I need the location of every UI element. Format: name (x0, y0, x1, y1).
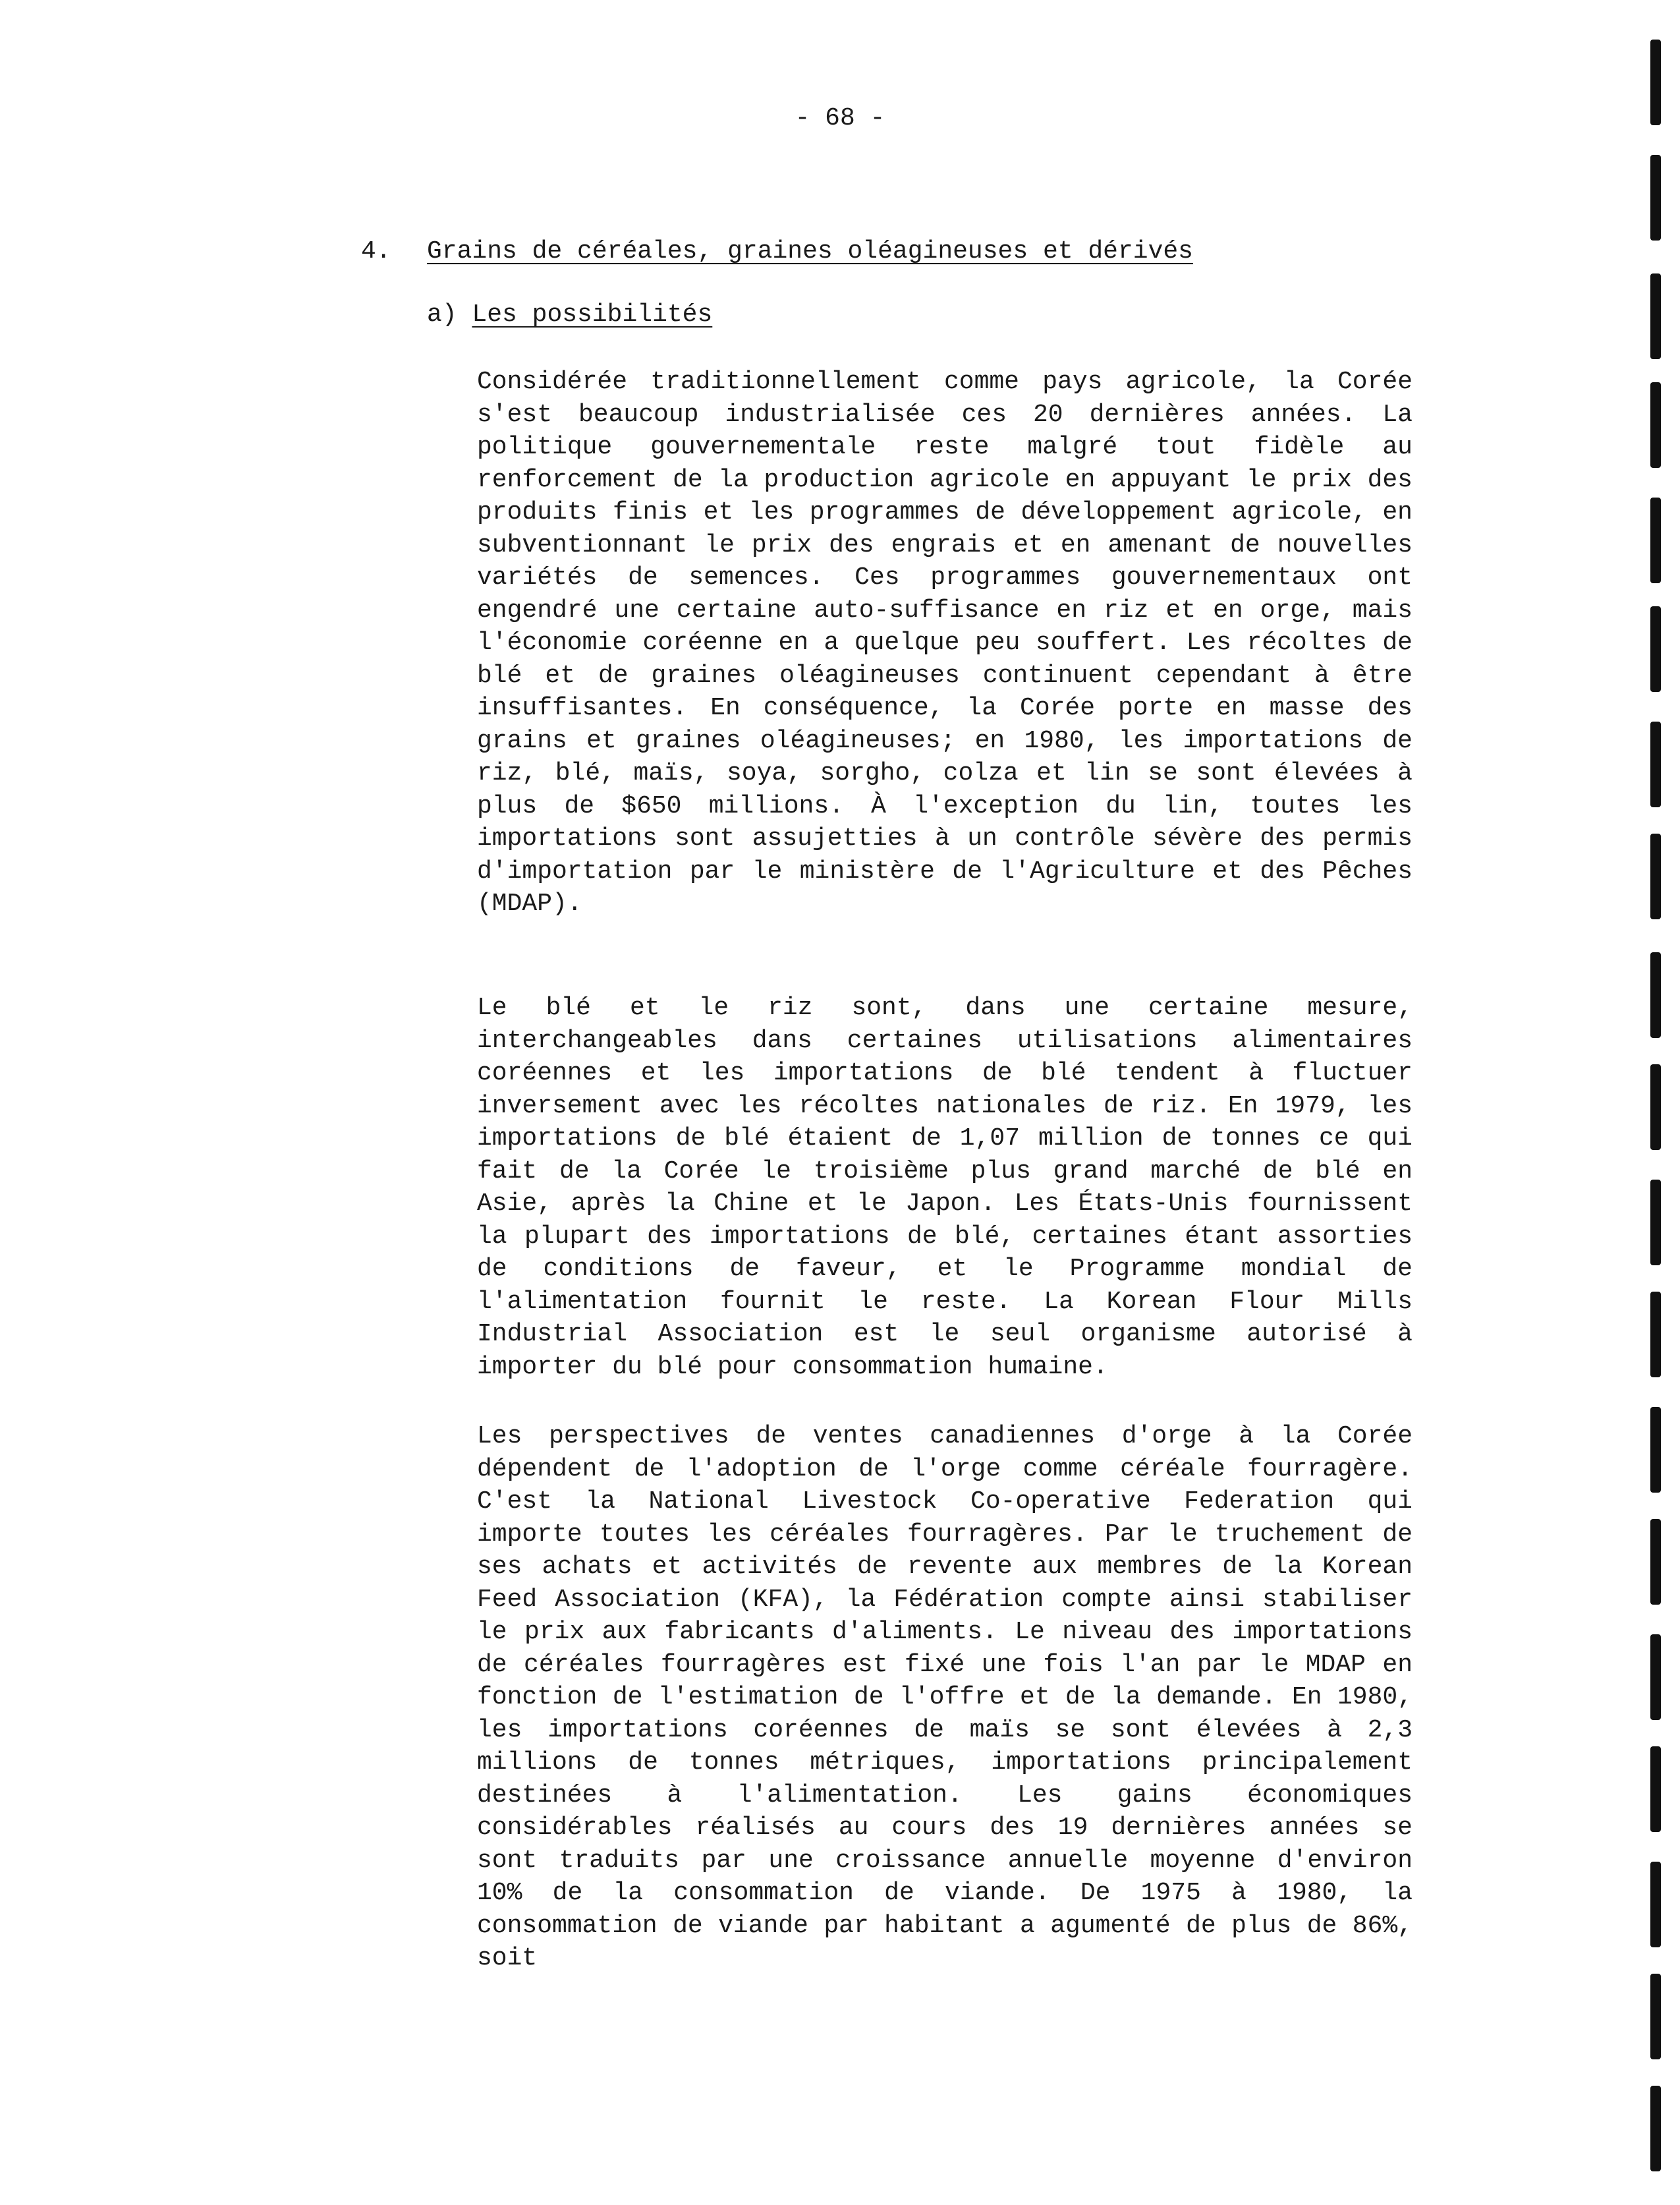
subsection-letter: a) (427, 301, 457, 329)
edge-mark (1650, 1519, 1661, 1605)
edge-mark (1650, 606, 1661, 692)
section-number: 4. (361, 237, 391, 266)
edge-mark (1650, 40, 1661, 125)
edge-mark (1650, 722, 1661, 807)
paragraph-2: Le blé et le riz sont, dans une certaine mesure, interchangeables dans certaines utilisations alimentaires coréennes et les importations de blé tendent à fluctuer inversement avec les récoltes nationales de riz. En 1979, les importations de blé étaient de 1,07 million de tonnes ce qui fait de la Corée le troisième plus grand marché de blé en Asie, après la Chine et le Japon. Les États-Unis fournissent la plupart des importations de blé, certaines étant assorties de conditions de faveur, et le Programme mondial de l'alimentation fournit le reste. La Korean Flour Mills Industrial Association est le seul organisme autorisé à importer du blé pour consommation humaine. (477, 994, 1413, 1381)
page-number: - 68 - (795, 104, 885, 132)
edge-mark (1650, 273, 1661, 359)
edge-mark (1650, 1746, 1661, 1832)
edge-mark (1650, 1974, 1661, 2059)
edge-mark (1650, 1180, 1661, 1265)
edge-mark (1650, 382, 1661, 468)
edge-mark (1650, 834, 1661, 919)
edge-mark (1650, 1064, 1661, 1150)
edge-mark (1650, 1407, 1661, 1493)
edge-mark (1650, 1634, 1661, 1720)
paragraph-1: Considérée traditionnellement comme pays agricole, la Corée s'est beaucoup industrialisée ces 20 dernières années. La politique gouvernementale reste malgré tout fidèle au renforcement de la production agricole en appuyant le prix des produits finis et les programmes de développement agricole, en subventionnant le prix des engrais et en amenant de nouvelles variétés de semences. Ces programmes gouvernementaux ont engendré une certaine auto-suffisance en riz et en orge, mais l'économie coréenne en a quelque peu souffert. Les récoltes de blé et de graines oléagineuses continuent cependant à être insuffisantes. En conséquence, la Corée porte en masse des grains et graines oléagineuses; en 1980, les importations de riz, blé, maïs, soya, sorgho, colza et lin se sont élevées à plus de $650 millions. À l'exception du lin, toutes les importations sont assujetties à un contrôle sévère des permis d'importation par le ministère de l'Agriculture et des Pêches (MDAP). (477, 368, 1413, 918)
subsection-title: Les possibilités (472, 301, 713, 329)
section-heading (361, 237, 1193, 266)
binding-edge-marks (1614, 0, 1680, 2205)
edge-mark (1650, 1862, 1661, 1947)
edge-mark (1650, 498, 1661, 583)
edge-mark (1650, 1292, 1661, 1377)
paragraph-3: Les perspectives de ventes canadiennes d'orge à la Corée dépendent de l'adoption de l'orge comme céréale fourragère. C'est la National Livestock Co-operative Federation qui importe toutes les céréales fourragères. Par le truchement de ses achats et activités de revente aux membres de la Korean Feed Association (KFA), la Fédération compte ainsi stabiliser le prix aux fabricants d'aliments. Le niveau des importations de céréales fourragères est fixé une fois l'an par le MDAP en fonction de l'estimation de l'offre et de la demande. En 1980, les importations coréennes de maïs se sont élevées à 2,3 millions de tonnes métriques, importations principalement destinées à l'alimentation. Les gains économiques considérables réalisés au cours des 19 dernières années se sont traduits par une croissance annuelle moyenne d'environ 10% de la consommation de viande. De 1975 à 1980, la consommation de viande par habitant a agumenté de plus de 86%, soit (477, 1422, 1413, 1972)
edge-mark (1650, 952, 1661, 1038)
section-title: Grains de céréales, graines oléagineuses et dérivés (427, 237, 1193, 266)
subsection-heading (427, 301, 712, 329)
edge-mark (1650, 2086, 1661, 2171)
edge-mark (1650, 155, 1661, 241)
